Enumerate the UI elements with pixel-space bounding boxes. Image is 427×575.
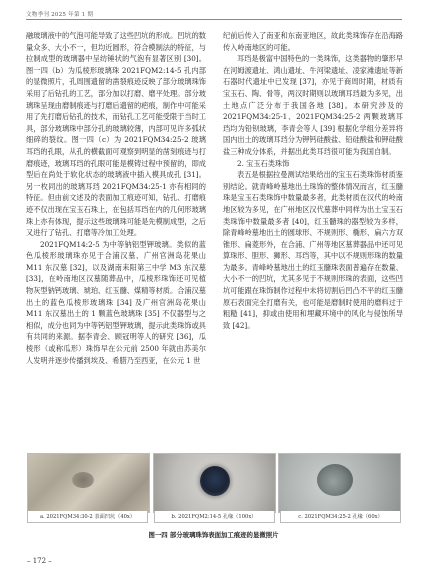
- right-paragraph-2: 耳珰是极富中国特色的一类珠饰，这类器物的肇形早在河姆渡遗址、鸿山遗址、牛河梁遗址、凌家滩遗址等新石器时代遗址中已发现 [37]，亦见于商周时期，材质有宝玉石、陶、骨等，两汉时期则以玻璃耳珰最为多见，出土地点广泛分布于我国各地 [38]。本研究涉及的 2021FQM34:25-1、2021FQM34:25-2 两颗玻璃耳珰均为铅钡玻璃，李青会等人 [39] 根据化学组分差异将国内出土的玻璃耳珰分为钾钙硅酸盐、铅硅酸盐和钾硅酸盐三种成分体系，并据出此类耳珰很可能为我国自制。: [223, 54, 403, 156]
- running-header: 文物季刊 2025 年第 1 期: [26, 12, 94, 18]
- left-paragraph-1: 融玻璃液中的气泡可能导致了这些凹坑的形成。凹坑的数量众多、大小不一，但均近圆形，符合模制法的特征，与拉制成型的玻璃器中呈纺锤状的气泡有显著区别 [30]。图一四（b）为瓜棱形玻璃珠 2021FQM2:14-5 孔内部的显微照片，孔周围遗留的凿裂痕迹反映了部分玻璃珠饰采用了后钻孔的工艺，部分加以打磨、磨平处理。部分玻璃珠呈现由磨制痕迹与打磨后遗留的疤痕，制作中可能采用了先打磨后钻孔的技术，而钻孔工艺可能受限于当时工具，部分玻璃珠中部分孔的玻璃较薄，内部可见许多弧状细碎的裂纹。图一四（c）为 2021FQM34:25-2 玻璃耳珰的孔眼，从孔的横截面可观察到明显的凿刻痕迹与打磨痕迹，玻璃耳珰的孔眼可能是模铸过程中预留的，即成型后在尚处于软化状态的玻璃液中插入模具成孔 [31]。另一枚同出的玻璃耳珰 2021FQM34:25-1 亦有相同的特征。但由前文述及的表面加工痕迹可知，钻孔、打磨痕迹不仅出现在宝玉石珠上，在包括耳珰在内的几何形玻璃珠上亦有体现，提示这些玻璃珠可能是先模制成型，之后又进行了钻孔、打磨等冷加工处理。: [26, 31, 206, 238]
- section-subheading: 2. 宝玉石类珠饰: [237, 158, 290, 168]
- figure-title: 图一四 部分玻璃珠饰表面加工痕迹的显微照片: [148, 531, 279, 539]
- micrograph-b: [153, 453, 276, 513]
- figure-captions: [27, 511, 401, 523]
- caption-b: b. 2021FQM2:14-5 孔缘（100x）: [154, 511, 275, 523]
- left-column: [26, 30, 206, 366]
- bead-hole: [200, 466, 230, 496]
- right-paragraph-3: 表五是根据拉曼测试结果给出的宝玉石类珠饰材质鉴别结论。就青峰岭墓地出土珠饰的整体情况而言，红玉髓珠是宝玉石类珠饰中数量最多者，此类材质在汉代的岭南地区较为多见，在广州地区汉代墓葬中同样为出土宝玉石类珠饰中数量最多者 [40]，红玉髓珠的器型较为多样，除青峰岭墓地出土的圆球形、不规则形、椭形、扁六方双锥形、扁菱形外，在合浦、广州等地区墓葬器品中还可见算珠形、胆形、狮形、耳珰等，其中以不规则形珠的数量为最多。青峰岭墓地出土的红玉髓珠表面普遍存在数量、大小不一的凹坑，尤其多见于不规则形珠的表面，这些凹坑可能跟在珠饰制作过程中未将切割后凹凸不平的红玉髓原石表面完全打磨有关，也可能是磨制时使用的磨料过于粗糙 [41]，抑或由使用和埋藏环境中的风化与侵蚀所导致 [42]。: [223, 170, 403, 330]
- earring-hole: [317, 464, 353, 496]
- micrograph-c: [278, 453, 401, 513]
- left-paragraph-2: 2021FQM14:2-5 为中等钠铝型钾玻璃。类似的蓝色瓜棱形玻璃珠亦见于合浦汉墓、广州官洲岛花果山 M11 东汉墓 [32]，以及湖南耒阳第三中学 M3 东汉墓 [33]，在岭南地区汉墓随葬品中，瓜棱形珠饰还可见植物灰型钠钙玻璃、琥珀、红玉髓、煤精等材质。合浦汉墓出土的蓝色瓜棱形玻璃珠 [34] 及广州官洲岛花果山 M11 东汉墓出土的 1 颗蓝色玻璃珠 [35] 不仅器型与之相似，成分也同为中等钙铝型钾玻璃，提示此类珠饰或具有共同的来源。据李青会、顾冠明等人的研究 [36]，瓜棱形（或称瓜形）珠饰早在公元前 2500 年就由苏美尔人发明并逐步传播到埃及、希腊乃至西亚，在公元 1 世: [26, 239, 206, 365]
- right-paragraph-1: 纪前后传入了南亚和东南亚地区，故此类珠饰存在沿海路传入岭南地区的可能。: [223, 31, 403, 52]
- right-column: [223, 30, 403, 331]
- header-rule: [26, 19, 402, 20]
- caption-c: c. 2021FQM34:25-2 孔缘（60x）: [280, 511, 401, 523]
- figure-panels: [27, 453, 401, 511]
- page-number: – 172 –: [27, 557, 52, 565]
- caption-a: a. 2021FQM34:30-2 表面凹坑（40x）: [27, 511, 148, 523]
- micrograph-a: [27, 453, 150, 513]
- surface-pit: [72, 472, 94, 488]
